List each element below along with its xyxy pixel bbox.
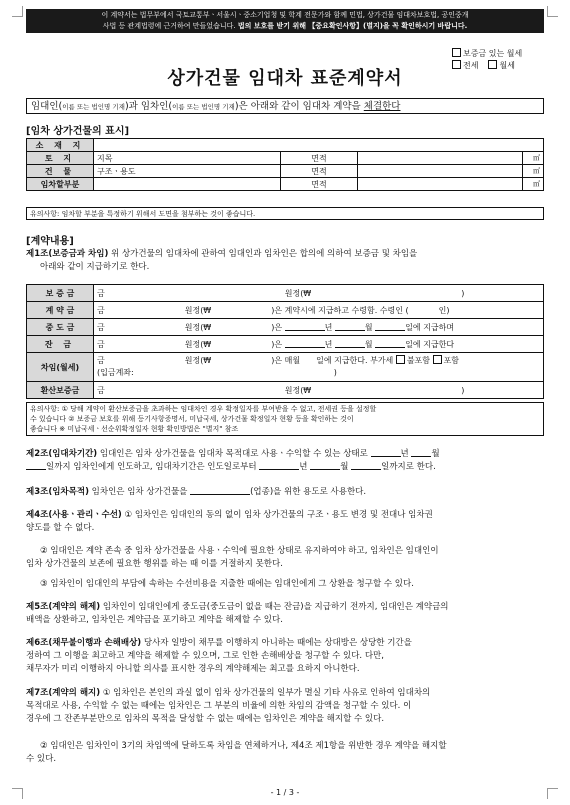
building-area-unit: ㎡ <box>523 165 544 178</box>
article-1 <box>26 248 544 274</box>
balance-won: 원정(₩ <box>184 339 212 349</box>
property-table <box>26 138 544 191</box>
balance-label: 잔 금 <box>27 336 94 353</box>
land-area-unit: ㎡ <box>523 152 544 165</box>
article-7-clause-2-line-2: 수 있다. <box>26 754 57 764</box>
deposit-field[interactable] <box>94 285 544 302</box>
land-area-label: 면적 <box>281 152 358 165</box>
intro-part-2: )과 임차인( <box>124 101 173 112</box>
table-row <box>27 165 544 178</box>
article-2-year: 년 <box>400 449 409 459</box>
contract-geum: 금 <box>97 305 105 315</box>
article-2-title: 제2조(임대차기간) <box>26 449 98 459</box>
option-deposit-monthly-label: 보증금 있는 월세 <box>463 49 523 58</box>
middle-geum: 금 <box>97 322 105 332</box>
notice-line-2-text: 사법 등 관계법령에 근거하여 만들었습니다. <box>102 22 236 30</box>
converted-deposit-field[interactable] <box>94 382 544 399</box>
article-2-month: 월 <box>431 449 440 459</box>
article-7-text: ① 임차인은 본인의 과실 없이 임차 상가건물의 일부가 멸실 기타 사유로 인하여 임대차의 <box>100 688 431 698</box>
building-structure-field[interactable] <box>94 165 281 178</box>
building-area-label: 면적 <box>281 165 358 178</box>
table-row <box>27 178 544 191</box>
middle-month: 월 <box>364 322 373 332</box>
option-jeonse-label: 전세 <box>463 61 479 70</box>
deposit-won: 원정(₩ <box>284 288 312 298</box>
building-structure-label: 구조ㆍ용도 <box>97 166 136 176</box>
contract-won: 원정(₩ <box>184 305 212 315</box>
vat-included-label: 포함 <box>443 356 460 365</box>
land-category-label: 지목 <box>97 153 113 163</box>
table-row <box>27 382 544 399</box>
article-3 <box>26 486 544 499</box>
vat-excluded-label: 불포함 <box>406 356 431 365</box>
article-2-line-2b: 년 <box>299 462 308 472</box>
table-row <box>27 302 544 319</box>
article-1-text: 위 상가건물의 임대차에 관하여 임대인과 임차인은 합의에 의하여 보증금 및 차임을 <box>108 249 418 259</box>
intro-box <box>26 98 544 114</box>
contract-section-heading: [계약내용] <box>26 236 74 247</box>
address-field[interactable] <box>94 139 544 152</box>
contract-note-line-2: 수 있습니다 ② 보증금 보호를 위해 등기사항증명서, 미납국세, 상가건물 확정일자 현황 등을 확인하는 것이 <box>30 415 354 423</box>
building-label: 건 물 <box>27 165 94 178</box>
article-5-text-2: 배액을 상환하고, 임차인은 계약금을 포기하고 계약을 해제할 수 있다. <box>26 615 283 625</box>
article-1-text-2: 아래와 같이 지급하기로 한다. <box>40 262 150 272</box>
document-title: 상가건물 임대차 표준계약서 <box>167 68 403 89</box>
balance-month: 월 <box>364 339 373 349</box>
balance-geum: 금 <box>97 339 105 349</box>
property-note: 유의사항: 임차할 부분을 특정하기 위해서 도면을 첨부하는 것이 좋습니다. <box>26 207 544 220</box>
notice-banner <box>26 9 544 33</box>
rent-part-area-label: 면적 <box>281 178 358 191</box>
contract-note-line-1: 유의사항: ① 당해 계약이 환산보증금을 초과하는 임대차인 경우 확정일자를 부여받을 수 없고, 전세권 등을 설정할 <box>30 405 377 413</box>
middle-payment-field[interactable] <box>94 319 544 336</box>
table-row <box>27 336 544 353</box>
balance-year: 년 <box>324 339 333 349</box>
land-label: 토 지 <box>27 152 94 165</box>
rent-field[interactable] <box>94 353 544 382</box>
converted-geum: 금 <box>97 385 105 395</box>
building-area-field[interactable] <box>358 165 523 178</box>
article-4-clause-2 <box>26 545 544 571</box>
rent-part-label: 임차할부분 <box>27 178 94 191</box>
table-row <box>27 353 544 382</box>
rent-part-area-field[interactable] <box>358 178 523 191</box>
converted-deposit-label: 환산보증금 <box>27 382 94 399</box>
deposit-close: ) <box>461 288 465 298</box>
land-area-field[interactable] <box>358 152 523 165</box>
converted-won: 원정(₩ <box>284 385 312 395</box>
converted-close: ) <box>461 385 465 395</box>
article-4-clause-3-line-1: ③ 임차인이 임대인의 부담에 속하는 수선비용을 지출한 때에는 임대인에게 그 상환을 청구할 수 있다. <box>40 579 414 589</box>
table-row <box>27 319 544 336</box>
article-7-text-2: 목적대로 사용, 수익할 수 없는 때에는 임차인은 그 부분의 비율에 의한 차임의 감액을 청구할 수 있다. 이 <box>26 701 412 711</box>
article-7-title: 제7조(계약의 해지) <box>26 688 101 698</box>
middle-payment-label: 중 도 금 <box>27 319 94 336</box>
article-6-text-2: 정하여 그 이행을 최고하고 계약을 해제할 수 있으며, 그로 인한 손해배상을 청구할 수 있다. 다만, <box>26 651 384 661</box>
notice-highlight: 법의 보호를 받기 위해 【중요확인사항】(별지)을 꼭 확인하시기 바랍니다. <box>237 22 468 30</box>
payment-table <box>26 284 544 399</box>
contract-tail-2: 인) <box>438 305 450 315</box>
article-4-clause-3 <box>26 578 544 591</box>
middle-won: 원정(₩ <box>184 322 212 332</box>
notice-line-1: 이 계약서는 법무부에서 국토교통부ㆍ서울시ㆍ중소기업청 및 학계 전문가와 함께 민법, 상가건물 임대차보호법, 공인중개 <box>101 11 469 19</box>
rent-account: (입금계좌: <box>97 368 134 377</box>
intro-hint-lessor: 이름 또는 법인명 기재 <box>62 103 125 111</box>
article-6-text: 당사자 일방이 채무를 이행하지 아니하는 때에는 상대방은 상당한 기간을 <box>141 638 412 648</box>
rent-close: ) <box>271 356 275 365</box>
deposit-geum: 금 <box>97 288 105 298</box>
middle-day: 일에 지급하며 <box>405 322 455 332</box>
rent-label: 차임(월세) <box>27 353 94 382</box>
article-4-clause-2-line-1: ② 임대인은 계약 존속 중 임차 상가건물을 사용ㆍ수익에 필요한 상태로 유지하여야 하고, 임차인은 임대인이 <box>40 546 439 556</box>
vat-included-checkbox[interactable] <box>433 355 442 364</box>
contract-close: ) <box>271 305 275 315</box>
article-5 <box>26 601 544 627</box>
option-monthly-label: 월세 <box>499 61 515 70</box>
intro-part-3: )은 아래와 같이 임대차 계약을 <box>234 101 364 112</box>
page-number: - 1 / 3 - <box>270 788 300 797</box>
article-7 <box>26 687 544 726</box>
middle-year: 년 <box>324 322 333 332</box>
article-5-text: 임차인이 임대인에게 중도금(중도금이 없을 때는 잔금)을 지급하기 전까지, 임대인은 계약금의 <box>100 602 449 612</box>
balance-day: 일에 지급한다 <box>405 339 455 349</box>
rent-tail-2: 일에 지급한다. 부가세 <box>316 356 394 365</box>
deposit-label: 보 증 금 <box>27 285 94 302</box>
article-2 <box>26 448 544 474</box>
article-7-clause-2 <box>26 740 544 766</box>
crop-mark-top-left <box>12 6 23 17</box>
article-3-text: 임차인은 임차 상가건물을 <box>88 487 188 497</box>
article-2-line-2c: 월 <box>340 462 349 472</box>
article-2-line-2d: 일까지로 한다. <box>381 462 436 472</box>
article-4-title: 제4조(사용ㆍ관리ㆍ수선) <box>26 510 122 520</box>
intro-part-1: 임대인( <box>31 101 63 112</box>
crop-mark-top-right <box>547 6 558 17</box>
article-4-clause-2-line-2: 임차 상가건물의 보존에 필요한 행위를 하는 때 이를 거절하지 못한다. <box>26 559 283 569</box>
middle-close: )은 <box>271 322 283 332</box>
article-2-text: 임대인은 임차 상가건물을 임대차 목적대로 사용ㆍ수익할 수 있는 상태로 <box>97 449 368 459</box>
intro-hint-lessee: 이름 또는 법인명 기재 <box>172 103 235 111</box>
article-7-text-3: 경우에 그 잔존부분만으로 임차의 목적을 달성할 수 없는 때에는 임차인은 계약을 해지할 수 있다. <box>26 714 385 724</box>
property-section-heading: [임차 상가건물의 표시] <box>26 126 130 137</box>
rent-geum: 금 <box>97 356 105 365</box>
article-6-title: 제6조(채무불이행과 손해배상) <box>26 638 142 648</box>
contract-tail: 은 계약시에 지급하고 수령함. 수령인 ( <box>274 305 409 315</box>
notice-line-2 <box>28 21 542 32</box>
table-row <box>27 139 544 152</box>
contract-note-line-3: 좋습니다 ※ 미납국세ㆍ선순위확정일자 현황 확인방법은 "별지" 참조 <box>30 425 239 433</box>
rent-part-field[interactable] <box>94 178 281 191</box>
article-5-title: 제5조(계약의 해제) <box>26 602 101 612</box>
article-3-title: 제3조(임차목적) <box>26 487 89 497</box>
article-6 <box>26 637 544 676</box>
option-deposit-monthly[interactable] <box>452 48 522 60</box>
checkbox-icon[interactable] <box>452 48 461 57</box>
vat-excluded-checkbox[interactable] <box>396 355 405 364</box>
article-1-title: 제1조(보증금과 차임) <box>26 249 109 259</box>
article-7-clause-2-line-1: ② 임대인은 임차인이 3기의 차임액에 달하도록 차임을 연체하거나, 제4조 제1항을 위반한 경우 계약을 해지할 <box>40 741 447 751</box>
article-4-text-2: 양도를 할 수 없다. <box>26 523 95 533</box>
land-category-field[interactable] <box>94 152 281 165</box>
balance-close: )은 <box>271 339 283 349</box>
table-row <box>27 152 544 165</box>
article-3-text-2: (업종)을 위한 용도로 사용한다. <box>250 487 367 497</box>
contract-note <box>26 402 544 436</box>
article-2-line-2a: 일까지 임차인에게 인도하고, 임대차기간은 인도일로부터 <box>46 462 257 472</box>
article-4 <box>26 509 544 535</box>
intro-part-4: 체결한다 <box>363 101 401 112</box>
rent-won: 원정(₩ <box>184 356 212 365</box>
rent-account-close: ) <box>333 368 337 377</box>
contract-deposit-label: 계 약 금 <box>27 302 94 319</box>
article-6-text-3: 채무자가 미리 이행하지 아니할 의사를 표시한 경우의 계약해제는 최고를 요하지 아니한다. <box>26 664 360 674</box>
table-row <box>27 285 544 302</box>
rent-part-area-unit: ㎡ <box>523 178 544 191</box>
rent-tail: 은 매월 <box>274 356 301 365</box>
article-4-text: ① 임차인은 임대인의 동의 없이 임차 상가건물의 구조ㆍ용도 변경 및 전대나 임차권 <box>121 510 433 520</box>
balance-field[interactable] <box>94 336 544 353</box>
contract-deposit-field[interactable] <box>94 302 544 319</box>
address-label: 소 재 지 <box>27 139 94 152</box>
